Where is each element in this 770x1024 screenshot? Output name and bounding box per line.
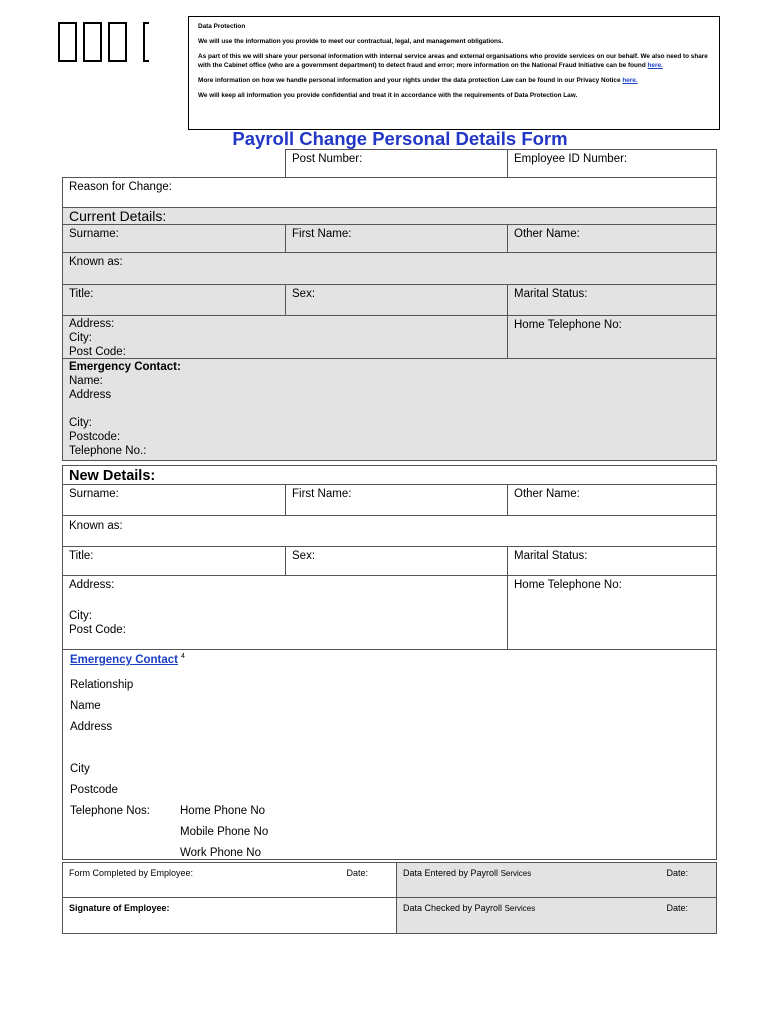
new-home-telephone-field[interactable]: Home Telephone No:: [507, 575, 717, 650]
current-first-name-field[interactable]: First Name:: [285, 224, 508, 253]
mobile-phone-label: Mobile Phone No: [180, 826, 269, 838]
reason-for-change-field[interactable]: Reason for Change:: [62, 177, 717, 208]
completed-by-label: Form Completed by Employee:: [69, 868, 194, 878]
new-marital-status-field[interactable]: Marital Status:: [507, 546, 717, 576]
checked-services-label: Services: [504, 904, 536, 913]
work-phone-label: Work Phone No: [180, 847, 261, 859]
current-emergency-city-label: City:: [69, 417, 92, 429]
employee-id-field[interactable]: Employee ID Number:: [507, 149, 717, 178]
home-phone-label: Home Phone No: [180, 805, 266, 817]
dp-paragraph-3: [198, 77, 710, 86]
new-first-name-field[interactable]: First Name:: [285, 484, 508, 516]
current-home-telephone-field[interactable]: Home Telephone No:: [507, 315, 717, 359]
dp-p2-text: As part of this we will share your personal information with internal service areas and external organisations who provide services on our behalf. We also need to share with the Cabinet office (who are a government department) to detect fraud and error; more information on the National Fraud Initiative can be found: [198, 53, 708, 69]
dp-paragraph-2: [198, 53, 710, 70]
current-known-as-field[interactable]: Known as:: [62, 252, 717, 285]
current-marital-status-field[interactable]: Marital Status:: [507, 284, 717, 316]
telephone-nos-label: Telephone Nos:: [70, 805, 150, 817]
current-sex-field[interactable]: Sex:: [285, 284, 508, 316]
current-emergency-name-label: Name:: [69, 375, 103, 387]
data-checked-by-field[interactable]: [396, 897, 717, 934]
signature-label: Signature of Employee:: [69, 903, 170, 913]
footnote-marker: 4: [181, 653, 185, 660]
postcode-label: Postcode: [70, 784, 118, 796]
current-emergency-telephone-label: Telephone No.:: [69, 445, 147, 457]
dp-paragraph-4: We will keep all information you provide confidential and treat it in accordance with the requirements of Data Protection Law.: [198, 92, 578, 100]
entered-date-label: Date:: [666, 868, 688, 878]
current-emergency-postcode-label: Postcode:: [69, 431, 121, 443]
completed-date-label: Date:: [346, 868, 368, 878]
glyph-box: [58, 22, 77, 62]
data-entered-by-field[interactable]: [396, 862, 717, 898]
post-number-field[interactable]: Post Number:: [285, 149, 508, 178]
new-emergency-contact-section[interactable]: [62, 649, 717, 860]
bracket-glyph: [143, 22, 149, 62]
new-address-label: Address:: [69, 579, 115, 591]
current-emergency-contact-section[interactable]: [62, 358, 717, 461]
dp-paragraph-1: We will use the information you provide to meet our contractual, legal, and management obligations.: [198, 38, 504, 46]
dp-title: Data Protection: [198, 23, 246, 30]
new-postcode-label: Post Code:: [69, 624, 126, 636]
current-emergency-address-label: Address: [69, 389, 112, 401]
glyph-box: [108, 22, 127, 62]
name-label: Name: [70, 700, 101, 712]
logo-placeholder-glyphs: [58, 22, 149, 62]
new-title-field[interactable]: Title:: [62, 546, 286, 576]
current-address-label: Address:: [69, 318, 115, 330]
new-sex-field[interactable]: Sex:: [285, 546, 508, 576]
data-protection-notice: [188, 16, 720, 130]
new-surname-field[interactable]: Surname:: [62, 484, 286, 516]
address-label: Address: [70, 721, 113, 733]
current-address-field[interactable]: [62, 315, 508, 359]
signature-of-employee-field[interactable]: [62, 897, 397, 934]
new-other-name-field[interactable]: Other Name:: [507, 484, 717, 516]
glyph-box: [83, 22, 102, 62]
fraud-initiative-link[interactable]: here.: [647, 61, 663, 69]
current-details-heading: Current Details:: [62, 207, 717, 225]
dp-p3-text: More information on how we handle personal information and your rights under the data protection Law can be found in our Privacy Notice: [198, 77, 621, 85]
current-other-name-field[interactable]: Other Name:: [507, 224, 717, 253]
new-details-heading: New Details:: [62, 465, 717, 485]
new-city-label: City:: [69, 610, 92, 622]
checked-by-label: Data Checked by Payroll: [403, 903, 503, 913]
new-known-as-field[interactable]: Known as:: [62, 515, 717, 547]
current-city-label: City:: [69, 332, 92, 344]
privacy-notice-link[interactable]: here.: [622, 77, 638, 85]
relationship-label: Relationship: [70, 679, 134, 691]
form-title: Payroll Change Personal Details Form: [232, 128, 568, 149]
current-emergency-heading: Emergency Contact:: [69, 361, 181, 373]
entered-by-label: Data Entered by Payroll: [403, 868, 499, 878]
current-title-field[interactable]: Title:: [62, 284, 286, 316]
form-completed-by-field[interactable]: [62, 862, 397, 898]
city-label: City: [70, 763, 90, 775]
new-emergency-heading: [70, 650, 185, 667]
emergency-contact-link[interactable]: Emergency Contact: [70, 653, 179, 666]
current-postcode-label: Post Code:: [69, 346, 126, 358]
checked-date-label: Date:: [666, 903, 688, 913]
entered-services-label: Services: [500, 869, 532, 878]
current-surname-field[interactable]: Surname:: [62, 224, 286, 253]
new-address-field[interactable]: [62, 575, 508, 650]
